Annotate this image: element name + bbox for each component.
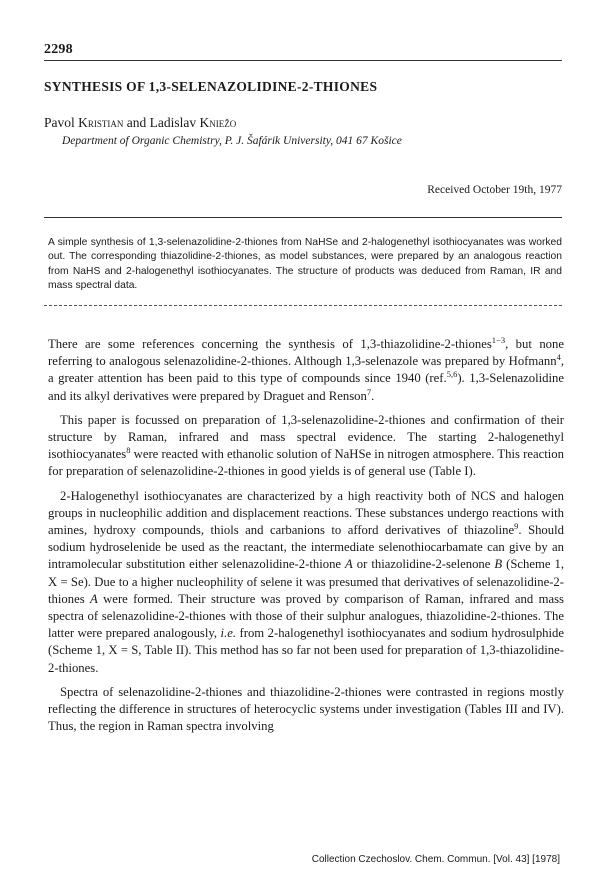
- abstract-bottom-rule: [44, 305, 562, 306]
- header-rule: [44, 60, 562, 61]
- reference-superscript: 5,6: [446, 369, 458, 380]
- paragraph-4: Spectra of selenazolidine-2-thiones and thiazolidine-2-thiones were contrasted in regions mostly reflecting the difference in structures of heterocyclic systems under investigation (Tables III and IV). Thus, the region in Raman spectra involving: [48, 684, 564, 734]
- abstract: A simple synthesis of 1,3-selenazolidine-2-thiones from NaHSe and 2-halogenethyl isothiocyanates was worked out. The corresponding thiazolidine-2-thiones, as model substances, were prepared by an analogous reaction from NaHS and 2-halogenethyl isothiocyanates. The structure of products was deduced from Raman, IR and mass spectral data.: [48, 237, 562, 291]
- text-run: There are some references concerning the synthesis of 1,3-thiazolidine-2-thiones: [48, 337, 492, 351]
- reference-superscript: 1−3: [491, 334, 506, 345]
- text-run: or thiazolidine-2-selenone: [352, 557, 495, 572]
- received-date: Received October 19th, 1977: [427, 184, 562, 196]
- paragraph-1: [48, 336, 564, 405]
- compound-label: A: [90, 591, 98, 606]
- author1-family: Kristian: [78, 115, 124, 130]
- text-run: were formed. Their structure was proved by comparison of Raman, infrared and mass spectra of selenazolidine-2-thiones with those of their sulphur analogues, thiazolidine-2-thiones. The latter were prepared analogously,: [48, 591, 564, 641]
- italic-abbreviation: i.e.: [220, 626, 237, 641]
- abstract-top-rule: [44, 217, 562, 218]
- affiliation: Department of Organic Chemistry, P. J. Šafárik University, 041 67 Košice: [62, 135, 402, 147]
- text-run: , a greater attention has been paid to this type of compounds since 1940 (ref.: [48, 354, 564, 386]
- article-title: SYNTHESIS OF 1,3-SELENAZOLIDINE-2-THIONES: [44, 79, 378, 94]
- author-conjunction: and: [126, 115, 147, 130]
- author2-given: Ladislav: [149, 115, 197, 130]
- text-run: ). 1,3-Selenazolidine and its alkyl derivatives were prepared by Draguet and Renson: [48, 371, 564, 403]
- text-run: , but none referring to analogous selenazolidine-2-thiones. Although 1,3-selenazole was prepared by Hofmann: [48, 337, 564, 369]
- journal-footer: Collection Czechoslov. Chem. Commun. [Vol. 43] [1978]: [311, 854, 560, 865]
- author2-family: Kniežo: [199, 115, 237, 130]
- text-run: (Scheme 1, X = Se). Due to a higher nucleophility of selene it was presumed that derivatives of selenazolidine-2-thiones: [48, 557, 564, 606]
- author1-given: Pavol: [44, 115, 75, 130]
- reference-superscript: 7: [366, 386, 372, 397]
- compound-label: B: [494, 557, 503, 572]
- text-run: 2-Halogenethyl isothiocyanates are characterized by a high reactivity both of NCS and halogen groups in nucleophilic addition and displacement reactions. These substances undergo reactions with amines, hydroxy compounds, thiols and carbanions to afford derivatives of thiazoline: [48, 488, 564, 538]
- paragraph-3: [48, 488, 564, 677]
- text-run: were reacted with ethanolic solution of NaHSe in nitrogen atmosphere. This reaction for preparation of selenazolidine-2-thiones in good yields is of general use (Table I).: [48, 447, 564, 479]
- author-line: [44, 115, 236, 131]
- paragraph-2: [48, 412, 564, 481]
- page-number: 2298: [44, 42, 73, 57]
- reference-superscript: 4: [556, 351, 561, 362]
- text-run: .: [371, 388, 375, 403]
- reference-superscript: 9: [514, 520, 519, 531]
- body-text: [48, 336, 564, 742]
- compound-label: A: [345, 557, 353, 572]
- reference-superscript: 8: [126, 444, 131, 455]
- text-run: This paper is focussed on preparation of 1,3-selenazolidine-2-thiones and confirmation of their structure by Raman, infrared and mass spectral evidence. The starting 2-halogenethyl isothiocyanates: [48, 412, 564, 462]
- text-run: . Should sodium hydroselenide be used as the reactant, the intermediate selenothiocarbamate can give by an intramolecular substitution either selenazolidine-2-thione: [48, 523, 564, 572]
- text-run: from 2-halogenethyl isothiocyanates and sodium hydrosulphide (Scheme 1, X = S, Table II). This method has so far not been used for preparation of 1,3-thiazolidine-2-thiones.: [48, 626, 565, 675]
